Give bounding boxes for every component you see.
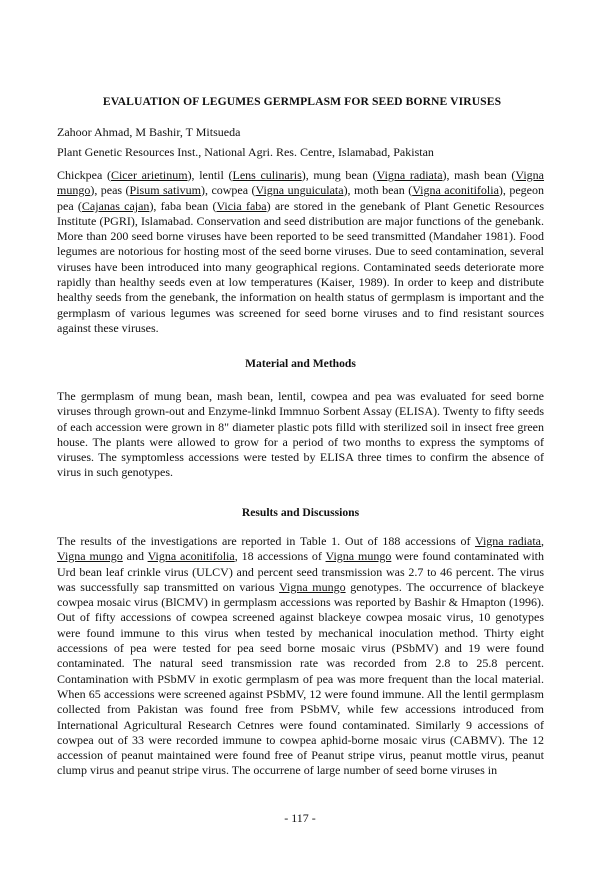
text-run: ), cowpea (	[201, 183, 256, 198]
species-name: Vigna aconitifolia	[147, 549, 235, 564]
intro-paragraph	[57, 168, 544, 336]
page-number: - 117 -	[284, 811, 316, 825]
text-run: ), moth bean (	[343, 183, 413, 198]
author-list: Zahoor Ahmad, M Bashir, T Mitsueda	[57, 125, 241, 139]
text-run: ), lentil (	[187, 168, 233, 182]
text-run: ), peas (	[90, 183, 130, 198]
species-name: Cajanas cajan	[81, 198, 150, 213]
species-name: Vigna aconitifolia	[412, 183, 499, 198]
text-run: ), mash bean (	[442, 168, 516, 182]
species-name: Vigna mungo	[325, 549, 392, 564]
species-name: Vigna radiata	[475, 534, 542, 548]
species-name: Vigna mungo	[57, 168, 545, 198]
text-run: The results of the investigations are reported in Table 1. Out of 188 accessions of	[57, 534, 476, 548]
text-run: ,	[541, 534, 545, 548]
results-heading: Results and Discussions	[241, 506, 360, 519]
affiliation: Plant Genetic Resources Inst., National Agri. Res. Centre, Islamabad, Pakistan	[57, 145, 434, 159]
species-name: Vigna unguiculata	[255, 183, 344, 198]
text-run: ), mung bean (	[301, 168, 377, 182]
text-run: ), pegeon pea (	[57, 183, 544, 213]
species-name: Vigna radiata	[376, 168, 443, 182]
text-run: , 18 accessions of	[234, 549, 326, 564]
text-run: genotypes. The occurrence of blackeye cowpea mosaic virus (BlCMV) in germplasm accessions was reported by Bashir & Hmapton (1996). Out of fifty accessions of cowpea screened against blackeye cowpea mosaic virus, 10 genotypes were found immune to this virus when tested by mechanical inoculation method. Thirty eight accessions of pea were tested for pea seed borne mosaic virus (PSbMV) and 19 were found contaminated. The natural seed transmission rate was recorded from 2.8 to 25.8 percent. Contamination with PSbMV in exotic germplasm of pea was more frequent than the local material. When 65 accessions were screened against PSbMV, 12 were found immune. All the lentil germplasm collected from Pakistan was found free from PSbMV, while few accessions introduced from International Agricultural Research Cetnres were found contaminated. Similarly 9 accessions of cowpea out of 33 were recorded immune to cowpea aphid-borne mosaic virus (CABMV). The 12 accession of peanut maintained were found free of Peanut stripe virus, peanut mottle virus, peanut clump virus and peanut stripe virus. The occurrene of large number of seed borne viruses in	[57, 579, 544, 778]
text-run: were found contaminated with Urd bean leaf crinkle virus (ULCV) and percent seed transmission was 2.7 to 46 percent. The virus was successfully sap transmitted on various	[57, 549, 544, 594]
methods-heading: Material and Methods	[245, 357, 356, 370]
species-name: Vigna mungo	[279, 579, 346, 594]
species-name: Pisum sativum	[129, 183, 201, 198]
methods-paragraph: The germplasm of mung bean, mash bean, lentil, cowpea and pea was evaluated for seed borne viruses through grown-out and Enzyme-linkd Immnuo Sorbent Assay (ELISA). Twenty to fifty seeds of each accession were grown in 8" diameter plastic pots filld with sterilized soil in insect free green house. The plants were allowed to grow for a period of two months to express the symptoms of viruses. The symptomless accessions were tested by ELISA three times to confirm the absence of virus in such genotypes.	[57, 389, 544, 480]
results-paragraph	[57, 534, 544, 779]
text-run: Chickpea (	[57, 168, 111, 182]
text-run: and	[122, 549, 148, 564]
species-name: Vicia faba	[216, 198, 267, 213]
species-name: Cicer arietinum	[110, 168, 188, 182]
species-name: Vigna mungo	[57, 549, 123, 564]
text-run: ) are stored in the genebank of Plant Genetic Resources Institute (PGRI), Islamabad. Conservation and seed distribution are major functions of the genebank. More than 200 seed borne viruses have been reported to be seed transmitted (Mandaher 1981). Food legumes are notorious for hosting most of the seed borne viruses. Due to seed contamination, several viruses have been introduced into many geographical regions. Contaminated seeds deteriorate more rapidly than healthy seeds even at low temperatures (Kaiser, 1989). In order to keep and distribute healthy seeds from the genebank, the information on health status of germplasm is important and the germplasm of various legumes was screened for seed borne viruses and to find resistant sources against these viruses.	[57, 198, 544, 335]
text-run: ), faba bean (	[149, 198, 217, 213]
paper-title: EVALUATION OF LEGUMES GERMPLASM FOR SEED BORNE VIRUSES	[102, 95, 502, 108]
species-name: Lens culinaris	[232, 168, 302, 182]
